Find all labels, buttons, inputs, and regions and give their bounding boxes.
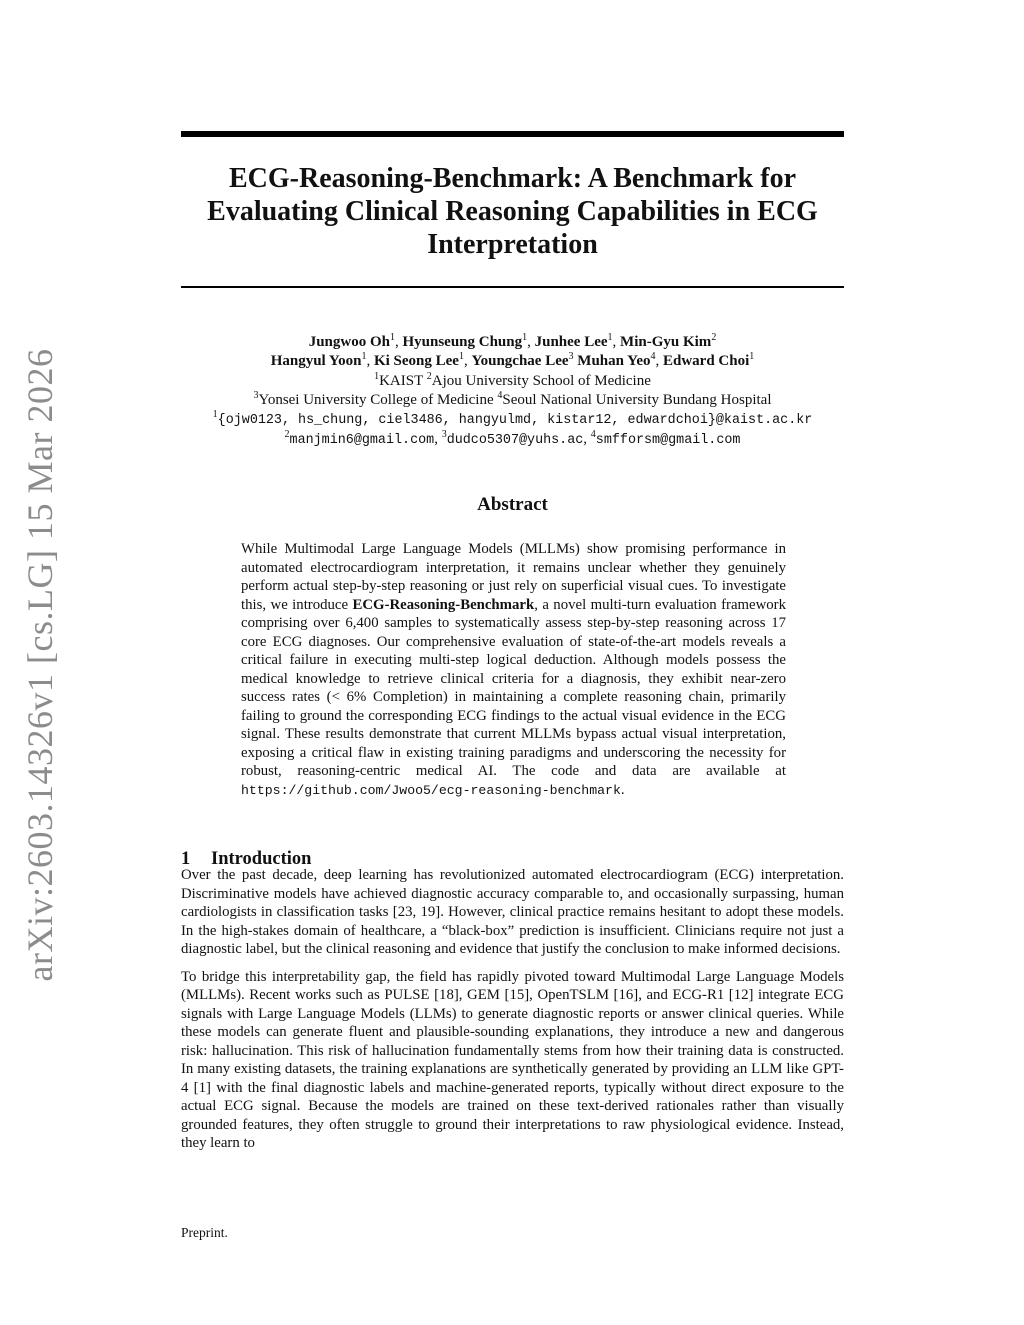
arxiv-identifier-stamp: arXiv:2603.14326v1 [cs.LG] 15 Mar 2026: [20, 348, 60, 982]
author-affiliation-mark: 3: [568, 351, 574, 363]
author-affiliation-mark: 1: [458, 351, 464, 363]
section-number: 1: [181, 849, 191, 869]
body-paragraph: To bridge this interpretability gap, the field has rapidly pivoted toward Multimodal Large Language Models (MLLMs). Recent works such as PULSE [18], GEM [15], OpenTSLM [16], and ECG-R1 [12] integrate ECG signals with Large Language Models (LLMs) to generate diagnostic reports or answer clinical queries. While these models can generate fluent and plausible-sounding explanations, they introduce a new and dangerous risk: hallucination. This risk of hallucination fundamentally stems from how their training data is constructed. In many existing datasets, the training explanations are synthetically generated by providing an LLM like GPT-4 [1] with the final diagnostic labels and machine-generated reports, typically without direct exposure to the actual ECG signal. Because the models are trained on these text-derived rationales rather than visually grounded features, they often struggle to ground their interpretations to raw physiological evidence. Instead, they learn to: [181, 968, 844, 1151]
author-affiliation-mark: 1: [607, 332, 613, 343]
author-block: [160, 333, 865, 451]
affiliation-number: 3: [441, 429, 447, 441]
author-name: Ki Seong Lee: [373, 353, 459, 370]
author-name: Hyunseung Chung: [402, 334, 523, 350]
title-bottom-rule: [181, 286, 844, 288]
affiliation-line: [160, 391, 865, 410]
author-name: Jungwoo Oh: [308, 334, 390, 350]
body-paragraph: Over the past decade, deep learning has revolutionized automated electrocardiogram (ECG) interpretation. Discriminative models have achieved diagnostic accuracy comparable to, and occasionally surpassing, human cardiologists in classification tasks [23, 19]. However, clinical practice remains hesitant to adopt these models. In the high-stakes domain of healthcare, a “black-box” prediction is insufficient. Clinicians require not just a diagnostic label, but the clinical reasoning and evidence that justify the conclusion to make informed decisions.: [181, 867, 844, 957]
abstract-body: [241, 540, 786, 800]
author-affiliation-mark: 2: [711, 332, 717, 343]
author-name: Youngchae Lee: [471, 353, 569, 370]
affiliation-number: 4: [590, 429, 596, 441]
abstract-end: .: [620, 781, 625, 798]
author-affiliation-mark: 1: [361, 351, 367, 363]
affiliation-number: 4: [497, 389, 503, 401]
author-line: Jungwoo Oh$^1$, Hyunseung Chung$^1$, Junhee Lee$^1$, Min-Gyu Kim$^2$: [308, 332, 717, 350]
affiliation-name: Seoul National University Bundang Hospital: [502, 391, 772, 408]
title-line: Interpretation: [427, 229, 598, 260]
author-affiliation-mark: 1: [522, 332, 528, 343]
author-name: Edward Choi: [663, 353, 750, 370]
introduction-body: [181, 866, 844, 1162]
title-top-rule: [181, 131, 844, 137]
affiliation-name: KAIST: [379, 372, 423, 389]
author-line: Hangyul Yoon$^1$, Ki Seong Lee$^1$, Youngchae Lee$^3$ Muhan Yeo$^4$, Edward Choi$^1$: [270, 351, 755, 370]
affiliation-name: Yonsei University College of Medicine: [258, 391, 494, 408]
benchmark-name: ECG-Reasoning-Benchmark: [352, 596, 535, 613]
author-affiliation-mark: 1: [389, 332, 395, 343]
author-affiliation-mark: 4: [650, 351, 656, 363]
email-line: [160, 410, 865, 430]
abstract-text: While Multimodal Large Language Models (MLLMs) show promising performance in automated electrocardiogram interpretation, it remains unclear whether they genuinely perform actual step-by-step reasoning or just rely on superficial visual cues. To investigate this, we introduce: [241, 541, 786, 613]
affiliation-number: 2: [426, 370, 432, 382]
affiliation-name: Ajou University School of Medicine: [431, 372, 651, 389]
footer-preprint: Preprint.: [181, 1225, 228, 1240]
email-address[interactable]: {ojw0123, hs_chung, ciel3486, hangyulmd, kistar12, edwardchoi}@kaist.ac.kr: [217, 413, 813, 429]
title-line: Evaluating Clinical Reasoning Capabilities in ECG: [207, 196, 818, 227]
affiliation-number: 2: [284, 429, 290, 441]
abstract-text: , a novel multi-turn evaluation framework comprising over 6,400 samples to systematically assess step-by-step reasoning across 17 core ECG diagnoses. Our comprehensive evaluation of state-of-the-art models reveals a critical failure in executing multi-step logical deduction. Although models possess the medical knowledge to retrieve clinical criteria for a diagnosis, they exhibit near-zero success rates (< 6% Completion) in maintaining a complete reasoning chain, primarily failing to ground the corresponding ECG findings to the actual visual evidence in the ECG signal. These results demonstrate that current MLLMs bypass actual visual interpretation, exposing a critical flaw in existing training paradigms and underscoring the necessity for robust, reasoning-centric medical AI. The code and data are available at: [241, 596, 787, 779]
email-address[interactable]: smfforsm@gmail.com: [595, 433, 741, 449]
affiliation-number: 1: [212, 409, 218, 421]
email-line: $^2$manjmin6@gmail.com, $^3$dudco5307@yuhs.ac, $^4$smfforsm@gmail.com: [284, 429, 741, 449]
affiliation-number: 1: [374, 370, 380, 382]
email-address[interactable]: manjmin6@gmail.com: [289, 433, 435, 449]
code-repository-link[interactable]: https://github.com/Jwoo5/ecg-reasoning-benchmark: [241, 782, 621, 798]
author-name: Junhee Lee: [534, 334, 608, 350]
author-name: Hangyul Yoon: [270, 353, 362, 370]
author-name: Min-Gyu Kim: [620, 334, 712, 350]
title-line: ECG-Reasoning-Benchmark: A Benchmark for: [229, 163, 796, 194]
author-name: Muhan Yeo: [577, 353, 651, 370]
author-affiliation-mark: 1: [749, 351, 755, 363]
affiliation-line: [160, 372, 865, 391]
affiliation-number: 3: [253, 389, 259, 401]
section-title: Introduction: [211, 849, 312, 869]
paper-title: [181, 162, 844, 261]
email-address[interactable]: dudco5307@yuhs.ac: [446, 433, 584, 449]
abstract-heading: Abstract: [477, 494, 548, 515]
